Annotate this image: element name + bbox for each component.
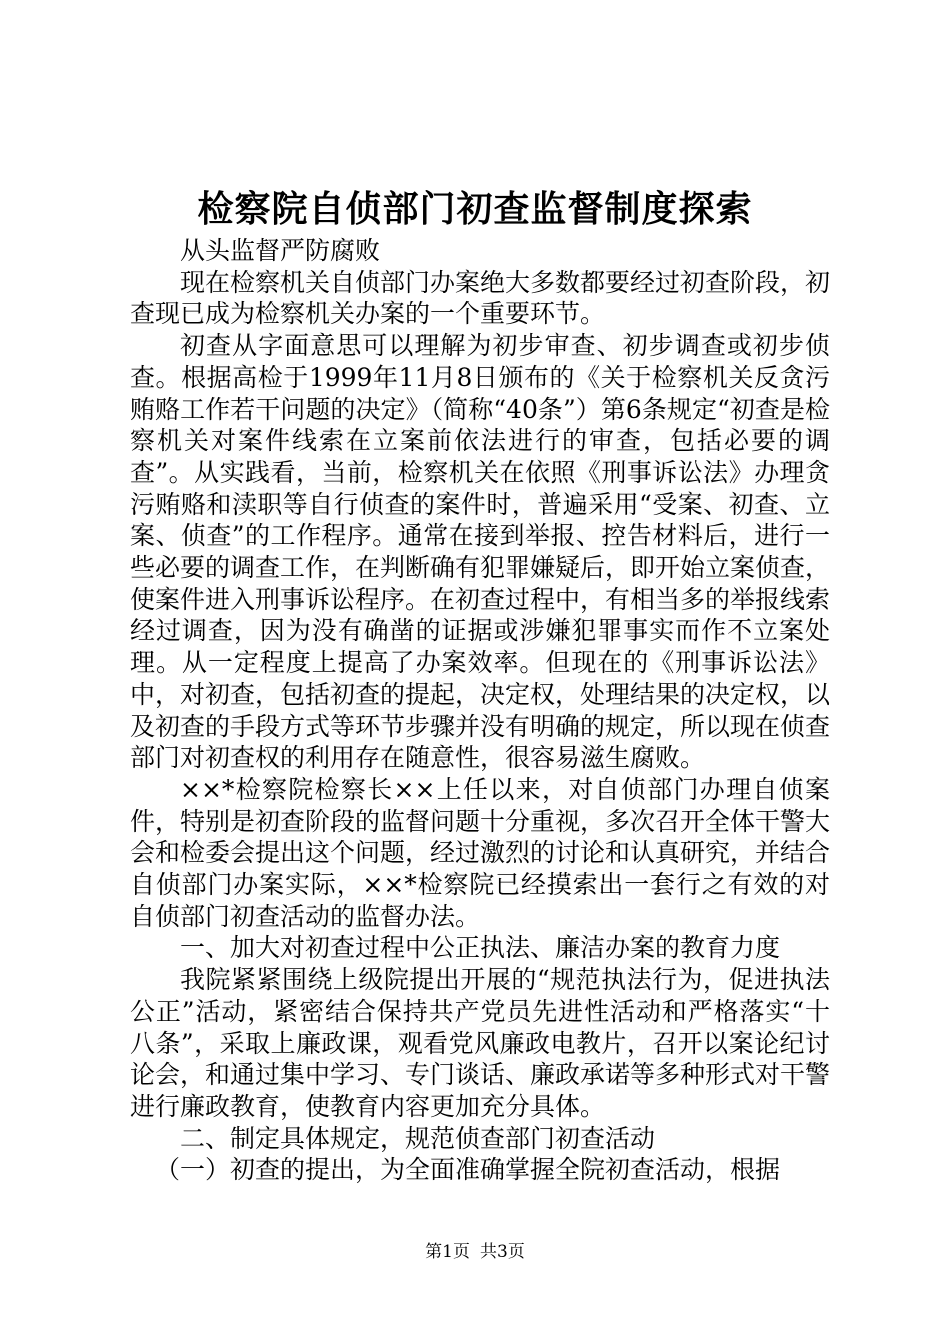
section-heading: 一、加大对初查过程中公正执法、廉洁办案的教育力度: [180, 933, 781, 963]
document-title: 检察院自侦部门初查监督制度探索: [197, 188, 753, 230]
paragraph-subtitle: 从头监督严防腐败: [180, 236, 381, 265]
paragraph: 初查从字面意思可以理解为初步审查、初步调查或初步侦查。根据高检于1999年11月8日颁布的《关于检察机关反贪污贿赂工作若干问题的决定》（简称“40条”）第6条规定“初查是检察机关对案件线索在立案前依法进行的审查，包括必要的调查”。从实践看，当前，检察机关在依照《刑事诉讼法》办理贪污贿赂和渎职等自行侦查的案件时，普遍采用“受案、初查、立案、侦查”的工作程序。通常在接到举报、控告材料后，进行一些必要的调查工作，在判断确有犯罪嫌疑后，即开始立案侦查，使案件进入刑事诉讼程序。在初查过程中，有相当多的举报线索经过调查，因为没有确凿的证据或涉嫌犯罪事实而作不立案处理。从一定程度上提高了办案效率。但现在的《刑事诉讼法》中，对初查，包括初查的提起，决定权，处理结果的决定权，以及初查的手段方式等环节步骤并没有明确的规定，所以现在侦查部门对初查权的利用存在随意性，很容易滋生腐败。: [130, 331, 831, 773]
paragraph: 现在检察机关自侦部门办案绝大多数都要经过初查阶段，初查现已成为检察机关办案的一个重要环节。: [130, 267, 831, 329]
page-number: 第1页: [425, 1242, 470, 1262]
page-total: 共3页: [480, 1242, 525, 1262]
document-body: [130, 235, 830, 1186]
page-footer: [0, 1241, 950, 1263]
paragraph: （一）初查的提出，为全面准确掌握全院初查活动，根据: [155, 1155, 781, 1185]
paragraph: 我院紧紧围绕上级院提出开展的“规范执法行为，促进执法公正”活动，紧密结合保持共产党员先进性活动和严格落实“十八条”，采取上廉政课，观看党风廉政电教片，召开以案论纪讨论会，和通过集中学习、专门谈话、廉政承诺等多种形式对干警进行廉政教育，使教育内容更加充分具体。: [130, 965, 831, 1121]
section-heading: 二、制定具体规定，规范侦查部门初查活动: [180, 1123, 656, 1153]
paragraph: ××*检察院检察长××上任以来，对自侦部门办理自侦案件，特别是初查阶段的监督问题十分重视，多次召开全体干警大会和检委会提出这个问题，经过激烈的讨论和认真研究，并结合自侦部门办案实际，××*检察院已经摸索出一套行之有效的对自侦部门初查活动的监督办法。: [130, 774, 831, 931]
